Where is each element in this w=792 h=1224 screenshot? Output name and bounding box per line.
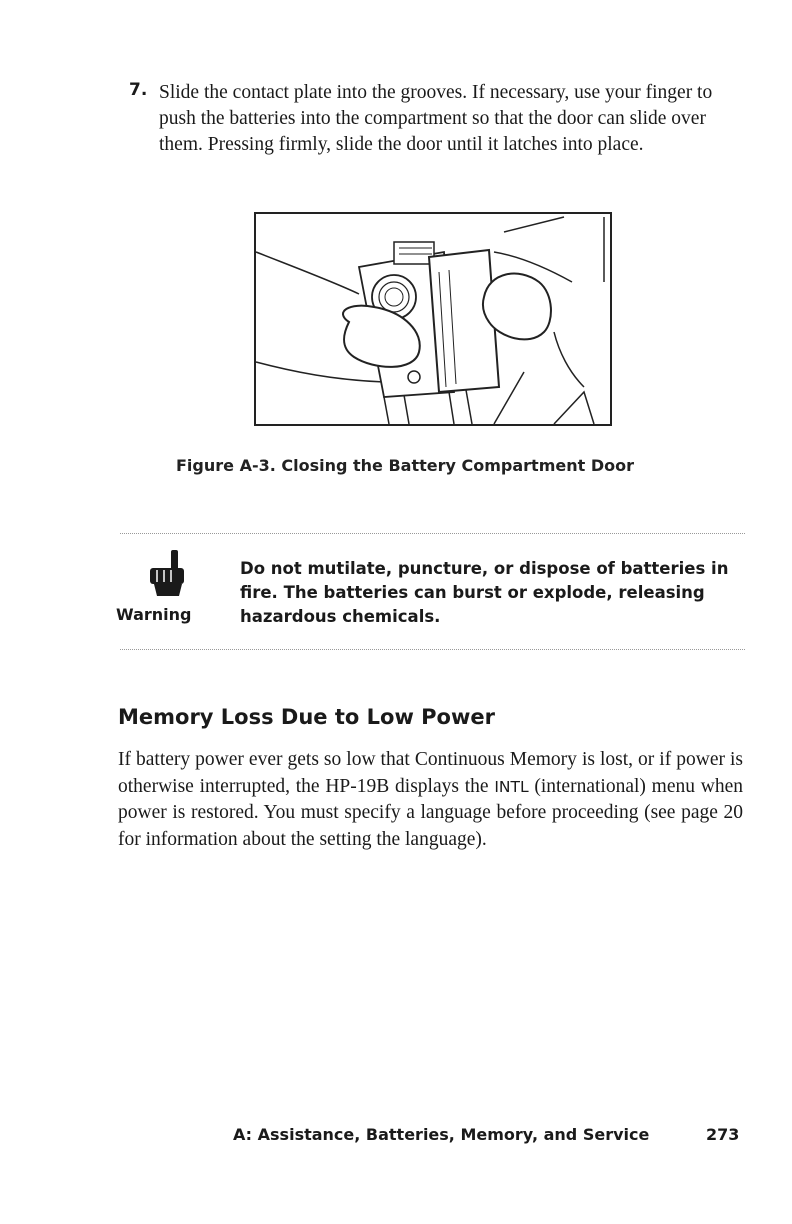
section-title: Memory Loss Due to Low Power bbox=[118, 705, 495, 729]
warning-bottom-rule bbox=[120, 649, 745, 650]
step-text: Slide the contact plate into the grooves. If necessary, use your finger to push the batteries into the compartment so that the door can slide over them. Pressing firmly, slide the door until it latches into place. bbox=[159, 82, 713, 155]
paragraph-text-after: (international) menu when power is restored. You must specify a language before proceeding (see page 20 for information about the setting the language). bbox=[118, 775, 743, 850]
paragraph-text-before: If battery power ever gets so low that Continuous Memory is lost, or if power is otherwise interrupted, the HP-19B displays the bbox=[118, 749, 743, 797]
footer-chapter-title: A: Assistance, Batteries, Memory, and Service bbox=[233, 1125, 650, 1144]
warning-top-rule bbox=[120, 533, 745, 534]
step-number: 7. bbox=[129, 80, 148, 100]
figure-caption: Figure A-3. Closing the Battery Compartment Door bbox=[176, 456, 634, 475]
pointing-hand-icon bbox=[146, 550, 190, 600]
battery-door-illustration bbox=[254, 212, 612, 426]
section-paragraph bbox=[118, 747, 743, 853]
step-7 bbox=[129, 80, 741, 158]
battery-door-figure bbox=[254, 212, 612, 426]
page-number: 273 bbox=[706, 1125, 740, 1144]
warning-text: Do not mutilate, puncture, or dispose of batteries in fire. The batteries can burst or explode, releasing hazardous chemicals. bbox=[240, 559, 729, 626]
intl-menu-name: INTL bbox=[494, 777, 529, 796]
warning-label: Warning bbox=[116, 605, 192, 624]
